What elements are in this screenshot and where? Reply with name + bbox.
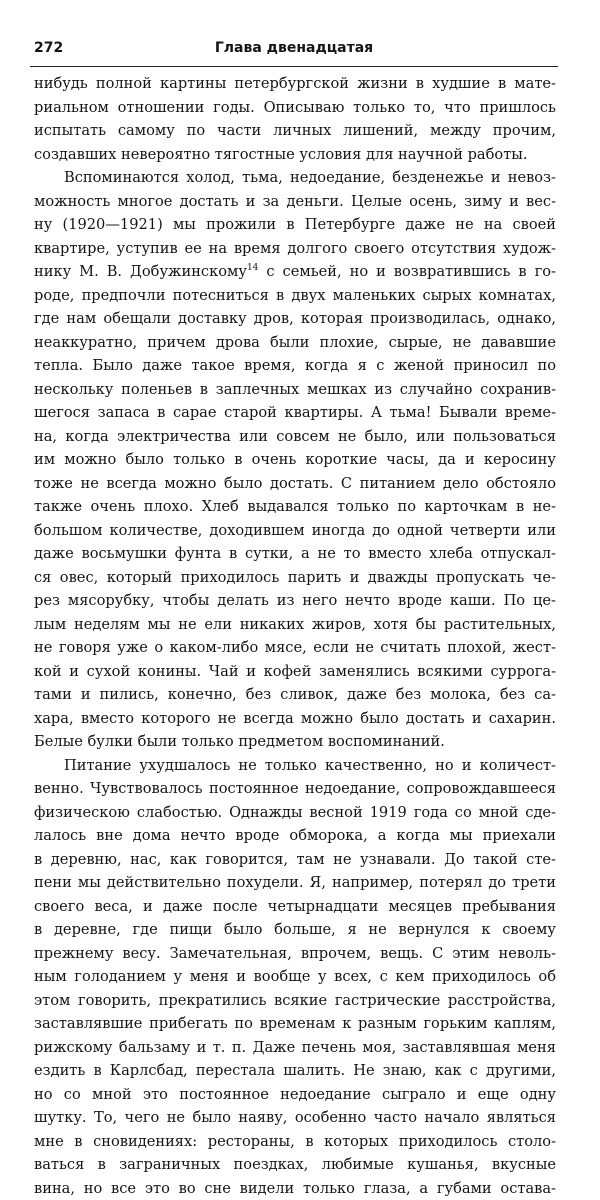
text-line: шегося запаса в сарае старой квартиры. А тьма! Бывали време-: [34, 401, 556, 425]
text-line: шутку. То, чего не было наяву, особенно часто начало являться: [34, 1106, 556, 1130]
header-rule: [30, 66, 558, 67]
body-text: [34, 72, 556, 1200]
text-line: в деревню, нас, как говорится, там не узнавали. До такой сте-: [34, 848, 556, 872]
text-line: тепла. Было даже такое время, когда я с женой приносил по: [34, 354, 556, 378]
text-line: прежнему весу. Замечательная, впрочем, вещь. С этим неволь-: [34, 942, 556, 966]
text-line: нибудь полной картины петербургской жизни в худшие в мате-: [34, 72, 556, 96]
text-line: роде, предпочли потесниться в двух маленьких сырых комнатах,: [34, 284, 556, 308]
text-line: Белые булки были только предметом воспоминаний.: [34, 730, 556, 754]
running-header: [34, 40, 554, 60]
text-line: нескольку поленьев в заплечных мешках из случайно сохранив-: [34, 378, 556, 402]
text-line: ным голоданием у меня и вообще у всех, с кем приходилось об: [34, 965, 556, 989]
text-line: тоже не всегда можно было достать. С питанием дело обстояло: [34, 472, 556, 496]
text-line: рижскому бальзаму и т. п. Даже печень моя, заставлявшая меня: [34, 1036, 556, 1060]
footnote-ref: 14: [247, 263, 258, 273]
text-line: лым неделям мы не ели никаких жиров, хотя бы растительных,: [34, 613, 556, 637]
paragraph-1: [34, 72, 556, 166]
paragraph-3: [34, 754, 556, 1200]
line-end: с семьей, но и возвратившись в го-: [258, 263, 556, 280]
text-line: большом количестве, доходившем иногда до одной четверти или: [34, 519, 556, 543]
text-line: кой и сухой конины. Чай и кофей заменялись всякими суррога-: [34, 660, 556, 684]
text-line: Питание ухудшалось не только качественно, но и количест-: [34, 754, 556, 778]
text-line: своего веса, и даже после четырнадцати месяцев пребывания: [34, 895, 556, 919]
text-line: даже восьмушки фунта в сутки, а не то вместо хлеба отпускал-: [34, 542, 556, 566]
line-start: нику М. В. Добужинскому: [34, 263, 247, 280]
text-line: заставлявшие прибегать по временам к разным горьким каплям,: [34, 1012, 556, 1036]
text-line: на, когда электричества или совсем не было, или пользоваться: [34, 425, 556, 449]
text-line-with-footnote: [34, 260, 556, 284]
text-line: неаккуратно, причем дрова были плохие, сырые, не дававшие: [34, 331, 556, 355]
text-line: риальном отношении годы. Описываю только то, что пришлось: [34, 96, 556, 120]
text-line: можность многое достать и за деньги. Целые осень, зиму и вес-: [34, 190, 556, 214]
text-line: но со мной это постоянное недоедание сыграло и еще одну: [34, 1083, 556, 1107]
text-line: вина, но все это во сне видели только глаза, а губами остава-: [34, 1177, 556, 1200]
text-line: мне в сновидениях: рестораны, в которых приходилось столо-: [34, 1130, 556, 1154]
text-line: пени мы действительно похудели. Я, например, потерял до трети: [34, 871, 556, 895]
text-line: им можно было только в очень короткие часы, да и керосину: [34, 448, 556, 472]
text-line: ся овес, который приходилось парить и дважды пропускать че-: [34, 566, 556, 590]
text-line: создавших невероятно тягостные условия для научной работы.: [34, 143, 556, 167]
text-line: венно. Чувствовалось постоянное недоедание, сопровождавшееся: [34, 777, 556, 801]
paragraph-2: [34, 166, 556, 754]
chapter-title: Глава двенадцатая: [34, 40, 554, 56]
text-line: Вспоминаются холод, тьма, недоедание, безденежье и невоз-: [34, 166, 556, 190]
text-line: хара, вместо которого не всегда можно было достать и сахарин.: [34, 707, 556, 731]
text-line: физическою слабостью. Однажды весной 1919 года со мной сде-: [34, 801, 556, 825]
text-line: ездить в Карлсбад, перестала шалить. Не знаю, как с другими,: [34, 1059, 556, 1083]
text-line: рез мясорубку, чтобы делать из него нечто вроде каши. По це-: [34, 589, 556, 613]
text-line: квартире, уступив ее на время долгого своего отсутствия худож-: [34, 237, 556, 261]
text-line: ну (1920—1921) мы прожили в Петербурге даже не на своей: [34, 213, 556, 237]
text-line: где нам обещали доставку дров, которая производилась, однако,: [34, 307, 556, 331]
text-line: также очень плохо. Хлеб выдавался только по карточкам в не-: [34, 495, 556, 519]
text-line: в деревне, где пищи было больше, я не вернулся к своему: [34, 918, 556, 942]
text-line: ваться в заграничных поездках, любимые кушанья, вкусные: [34, 1153, 556, 1177]
page-number: 272: [34, 40, 63, 56]
text-line: не говоря уже о каком-либо мясе, если не считать плохой, жест-: [34, 636, 556, 660]
text-line: тами и пились, конечно, без сливок, даже без молока, без са-: [34, 683, 556, 707]
text-line: испытать самому по части личных лишений, между прочим,: [34, 119, 556, 143]
text-line: этом говорить, прекратились всякие гастрические расстройства,: [34, 989, 556, 1013]
text-line: лалось вне дома нечто вроде обморока, а когда мы приехали: [34, 824, 556, 848]
